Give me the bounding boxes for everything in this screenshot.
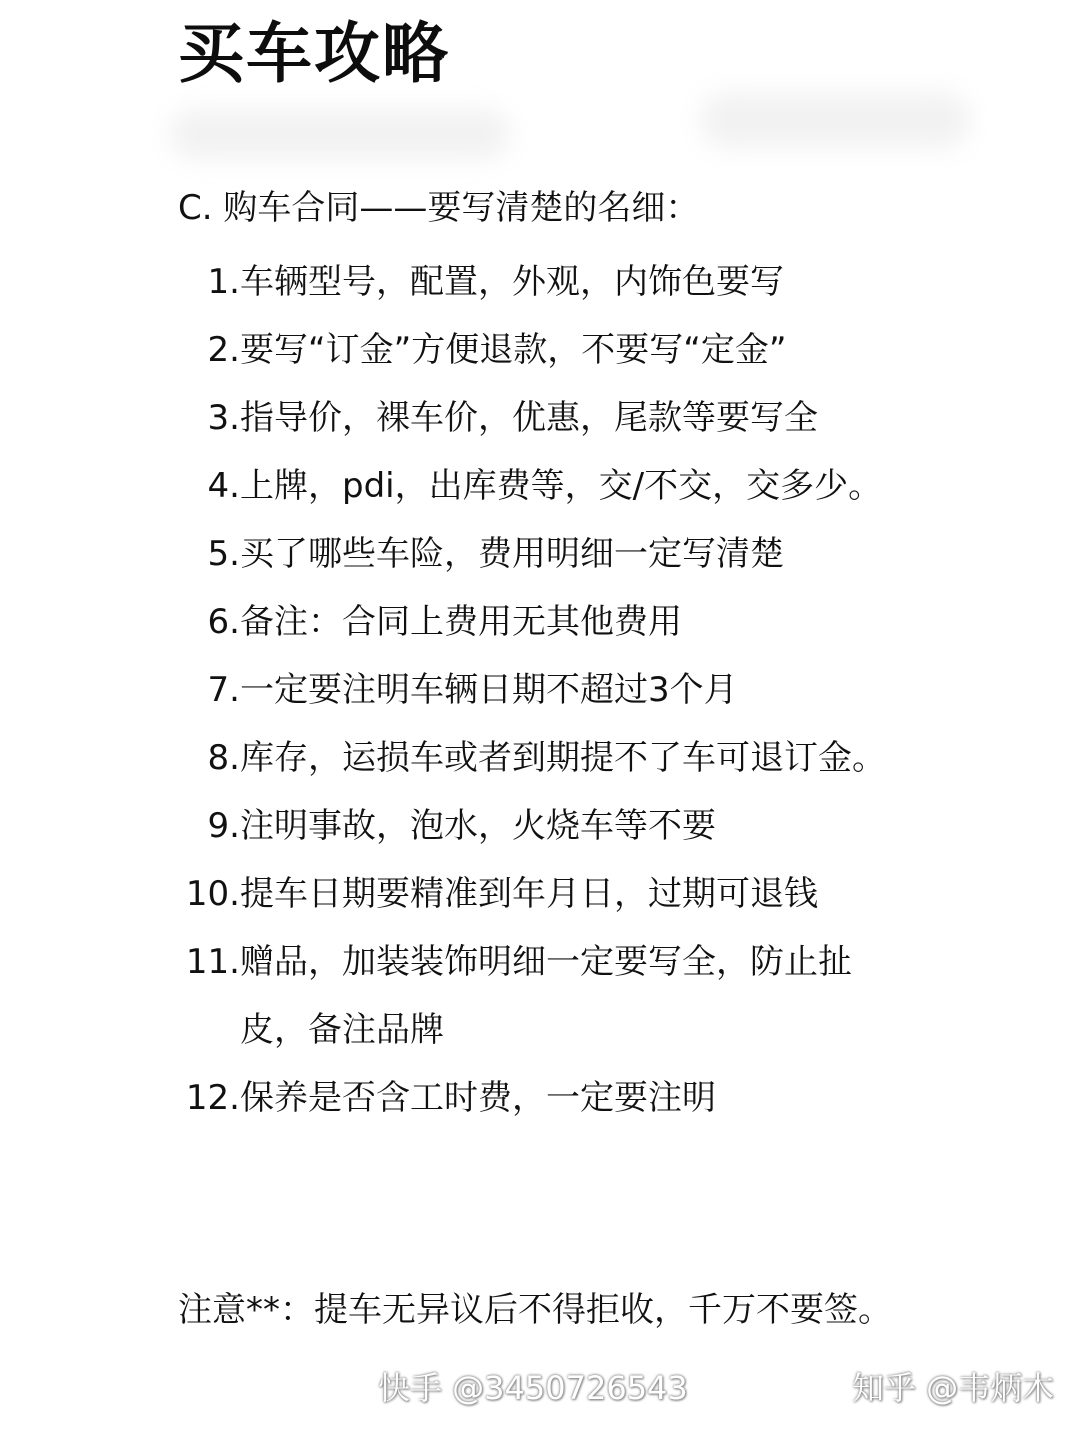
zhihu-watermark: 知乎 @韦炳木 — [852, 1369, 1055, 1407]
item-number: 7. — [207, 670, 240, 710]
item-number: 8. — [207, 738, 240, 778]
item-number: 9. — [207, 806, 240, 846]
item-text: 要写“订金”方便退款，不要写“定金” — [240, 330, 787, 370]
list-item — [178, 656, 898, 724]
item-number: 12. — [185, 1078, 240, 1118]
item-text: 上牌，pdi，出库费等，交/不交，交多少。 — [240, 466, 883, 506]
item-text: 注明事故，泡水，火烧车等不要 — [240, 806, 716, 846]
item-text: 车辆型号，配置，外观，内饰色要写 — [240, 262, 784, 302]
blurred-area-right — [700, 92, 970, 148]
list-item — [178, 928, 898, 1064]
page-title: 买车攻略 — [178, 15, 450, 92]
item-number: 4. — [207, 466, 240, 506]
list-item — [178, 860, 898, 928]
list-item — [178, 724, 898, 792]
item-text: 备注：合同上费用无其他费用 — [240, 602, 682, 642]
item-text: 赠品，加装装饰明细一定要写全，防止扯皮，备注品牌 — [240, 942, 852, 1050]
list-item — [178, 452, 898, 520]
item-text: 指导价，裸车价，优惠，尾款等要写全 — [240, 398, 818, 438]
list-item — [178, 1064, 898, 1132]
item-number: 3. — [207, 398, 240, 438]
list-item — [178, 792, 898, 860]
kuaishou-watermark: 快手 @3450726543 — [378, 1369, 688, 1407]
list-item — [178, 248, 898, 316]
item-number: 2. — [207, 330, 240, 370]
item-text: 买了哪些车险，费用明细一定写清楚 — [240, 534, 784, 574]
list-item — [178, 316, 898, 384]
list-item — [178, 520, 898, 588]
blurred-area-left — [170, 108, 510, 160]
warning-note: 注意**：提车无异议后不得拒收，千万不要签。 — [178, 1290, 892, 1330]
item-number: 5. — [207, 534, 240, 574]
list-item — [178, 588, 898, 656]
item-number: 1. — [207, 262, 240, 302]
contract-checklist — [178, 248, 898, 1132]
item-text: 一定要注明车辆日期不超过3个月 — [240, 670, 738, 710]
item-number: 10. — [185, 874, 240, 914]
item-text: 库存，运损车或者到期提不了车可退订金。 — [240, 738, 886, 778]
section-heading: C. 购车合同——要写清楚的名细： — [178, 188, 700, 228]
item-number: 6. — [207, 602, 240, 642]
item-text: 保养是否含工时费，一定要注明 — [240, 1078, 716, 1118]
item-number: 11. — [185, 942, 240, 982]
list-item — [178, 384, 898, 452]
item-text: 提车日期要精准到年月日，过期可退钱 — [240, 874, 818, 914]
